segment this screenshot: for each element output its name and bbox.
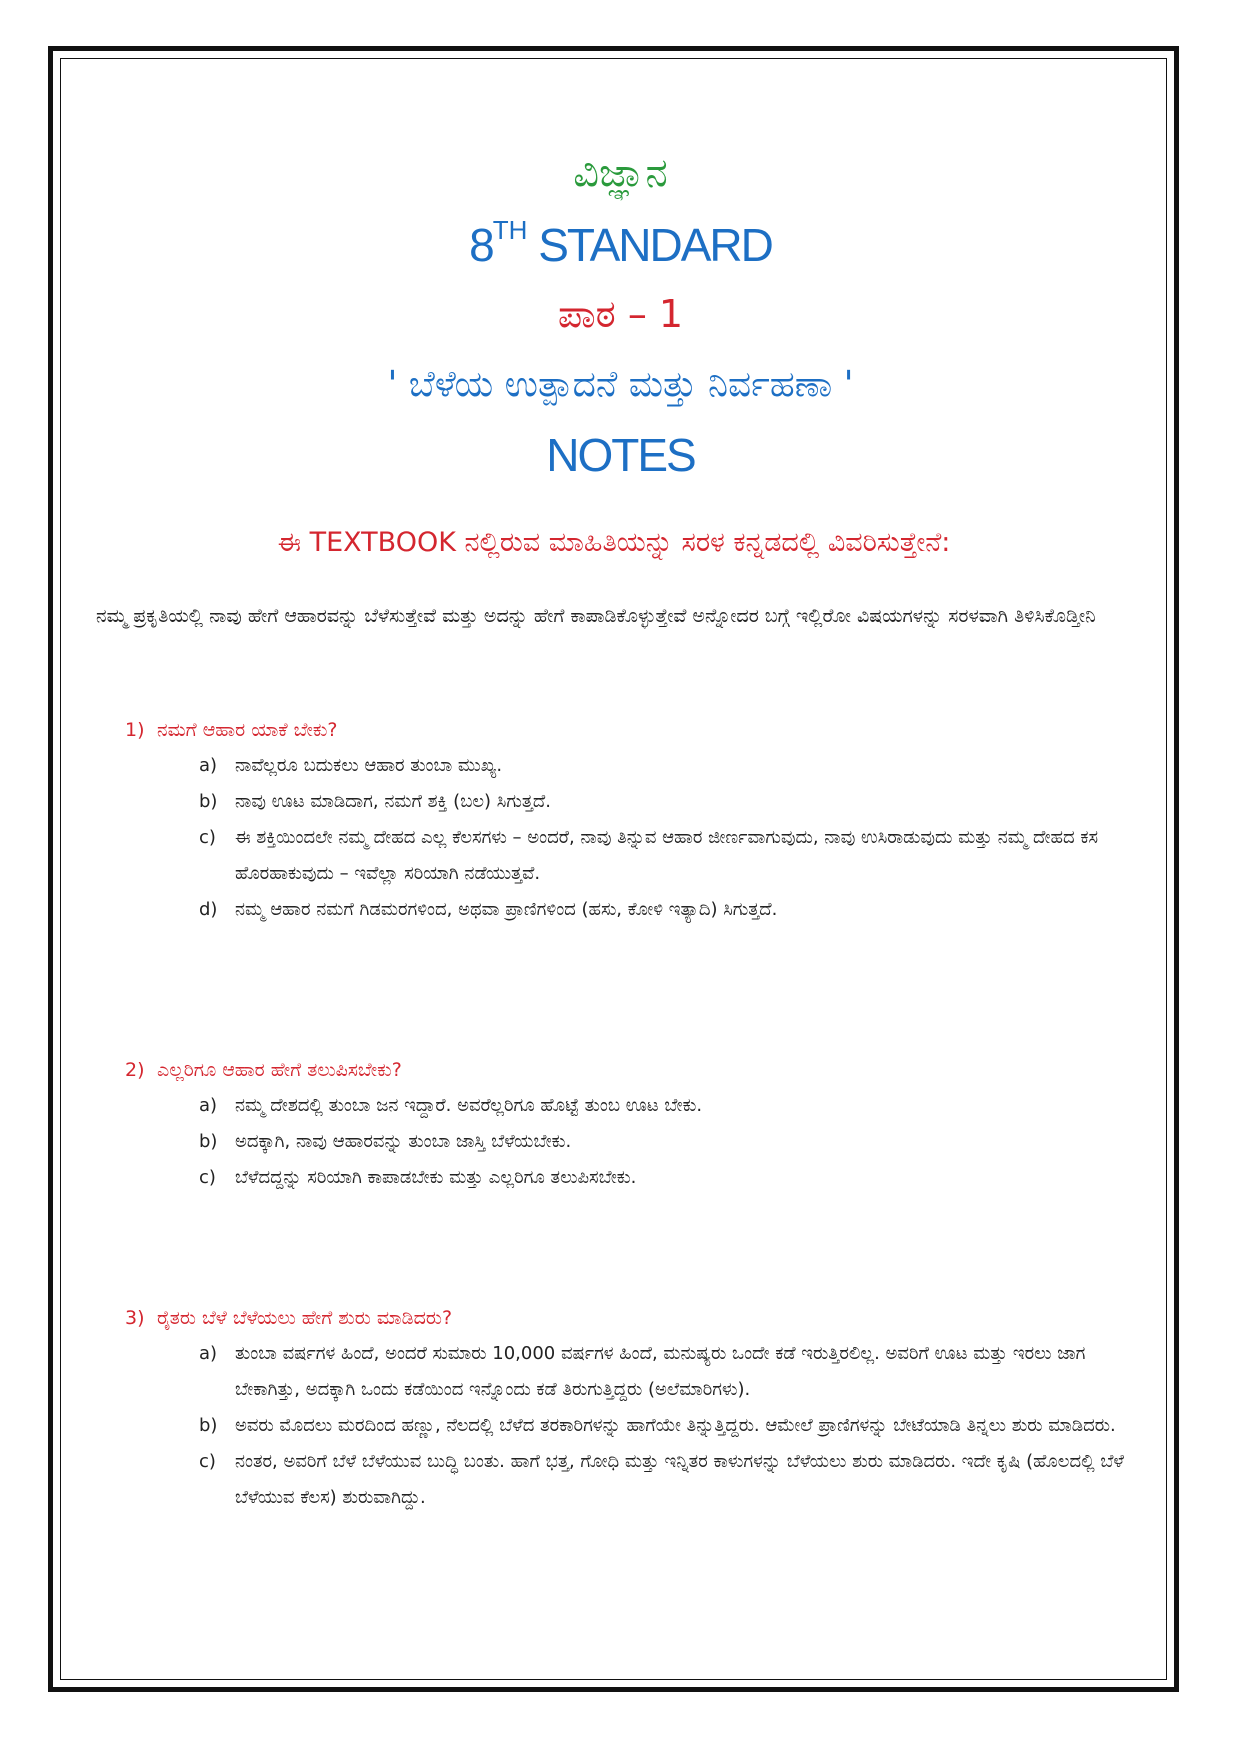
intro-paragraph: ನಮ್ಮ ಪ್ರಕೃತಿಯಲ್ಲಿ ನಾವು ಹೇಗೆ ಆಹಾರವನ್ನು ಬೆಳೆಸುತ್ತೇವೆ ಮತ್ತು ಅದನ್ನು ಹೇಗೆ ಕಾಪಾಡಿಕೊಳ್ಳುತ್ತೇವೆ ಅನ್ನೋದರ ಬಗ್ಗೆ ಇಲ್ಲಿರೋ ವಿಷಯಗಳನ್ನು ಸರಳವಾಗಿ ತಿಳಿಸಿಕೊಡ್ತೀನಿ — [96, 605, 1096, 627]
lesson-number: ಪಾಠ – 1 — [557, 292, 684, 336]
standard-number: 8 — [469, 219, 493, 271]
standard-suffix: TH — [492, 214, 528, 245]
list-item — [125, 1408, 1135, 1444]
item-text: ನಮ್ಮ ಆಹಾರ ನಮಗೆ ಗಿಡಮರಗಳಿಂದ, ಅಥವಾ ಪ್ರಾಣಿಗಳಿಂದ (ಹಸು, ಕೋಳಿ ಇತ್ಯಾದಿ) ಸಿಗುತ್ತದೆ. — [235, 899, 778, 920]
item-label: c) — [199, 1451, 216, 1472]
item-label: a) — [199, 755, 218, 776]
item-label: b) — [199, 791, 218, 812]
section-3 — [125, 1300, 1135, 1516]
notes-label: NOTES — [546, 429, 695, 481]
list-item — [125, 784, 1135, 820]
item-label: c) — [199, 1167, 216, 1188]
question-number: 1) — [125, 719, 145, 741]
item-text: ಬೆಳೆದದ್ದನ್ನು ಸರಿಯಾಗಿ ಕಾಪಾಡಬೇಕು ಮತ್ತು ಎಲ್ಲರಿಗೂ ತಲುಪಿಸಬೇಕು. — [235, 1167, 637, 1188]
question-number: 3) — [125, 1307, 145, 1329]
question-text: ನಮಗೆ ಆಹಾರ ಯಾಕೆ ಬೇಕು? — [157, 719, 338, 741]
section-2 — [125, 1052, 1135, 1196]
section-1 — [125, 712, 1135, 928]
list-item — [125, 1124, 1135, 1160]
item-text: ನಂತರ, ಅವರಿಗೆ ಬೆಳೆ ಬೆಳೆಯುವ ಬುದ್ಧಿ ಬಂತು. ಹಾಗೆ ಭತ್ತ, ಗೋಧಿ ಮತ್ತು ಇನ್ನಿತರ ಕಾಳುಗಳನ್ನು ಬೆಳೆಯಲು ಶುರು ಮಾಡಿದರು. ಇದೇ ಕೃಷಿ (ಹೊಲದಲ್ಲಿ ಬೆಳೆ ಬೆಳೆಯುವ ಕೆಲಸ) ಶುರುವಾಗಿದ್ದು. — [235, 1451, 1124, 1508]
subject-title: ವಿಜ್ಞಾನ — [573, 150, 668, 196]
item-label: b) — [199, 1415, 218, 1436]
list-item — [125, 748, 1135, 784]
answer-list — [125, 748, 1135, 928]
item-label: d) — [199, 899, 218, 920]
answer-list — [125, 1088, 1135, 1196]
list-item — [125, 1088, 1135, 1124]
item-label: b) — [199, 1131, 218, 1152]
item-label: a) — [199, 1095, 218, 1116]
question-1 — [125, 712, 1135, 748]
chapter-title: ' ಬೆಳೆಯ ಉತ್ಪಾದನೆ ಮತ್ತು ನಿರ್ವಹಣಾ ' — [387, 364, 854, 405]
item-text: ಅವರು ಮೊದಲು ಮರದಿಂದ ಹಣ್ಣು, ನೆಲದಲ್ಲಿ ಬೆಳೆದ ತರಕಾರಿಗಳನ್ನು ಹಾಗೆಯೇ ತಿನ್ನುತ್ತಿದ್ದರು. ಆಮೇಲೆ ಪ್ರಾಣಿಗಳನ್ನು ಬೇಟೆಯಾಡಿ ತಿನ್ನಲು ಶುರು ಮಾಡಿದರು. — [235, 1415, 1116, 1436]
question-2 — [125, 1052, 1135, 1088]
item-text: ನಾವು ಊಟ ಮಾಡಿದಾಗ, ನಮಗೆ ಶಕ್ತಿ (ಬಲ) ಸಿಗುತ್ತದೆ. — [235, 791, 551, 812]
standard-title — [0, 214, 1241, 272]
item-label: a) — [199, 1343, 218, 1364]
item-text: ನಮ್ಮ ದೇಶದಲ್ಲಿ ತುಂಬಾ ಜನ ಇದ್ದಾರೆ. ಅವರೆಲ್ಲರಿಗೂ ಹೊಟ್ಟೆ ತುಂಬ ಊಟ ಬೇಕು. — [235, 1095, 703, 1116]
item-text: ನಾವೆಲ್ಲರೂ ಬದುಕಲು ಆಹಾರ ತುಂಬಾ ಮುಖ್ಯ. — [235, 755, 503, 776]
question-text: ರೈತರು ಬೆಳೆ ಬೆಳೆಯಲು ಹೇಗೆ ಶುರು ಮಾಡಿದರು? — [157, 1307, 453, 1329]
item-label: c) — [199, 827, 216, 848]
item-text: ಅದಕ್ಕಾಗಿ, ನಾವು ಆಹಾರವನ್ನು ತುಂಬಾ ಜಾಸ್ತಿ ಬೆಳೆಯಬೇಕು. — [235, 1131, 572, 1152]
item-text: ಈ ಶಕ್ತಿಯಿಂದಲೇ ನಮ್ಮ ದೇಹದ ಎಲ್ಲ ಕೆಲಸಗಳು – ಅಂದರೆ, ನಾವು ತಿನ್ನುವ ಆಹಾರ ಜೀರ್ಣವಾಗುವುದು, ನಾವು ಉಸಿರಾಡುವುದು ಮತ್ತು ನಮ್ಮ ದೇಹದ ಕಸ ಹೊರಹಾಕುವುದು – ಇವೆಲ್ಲಾ ಸರಿಯಾಗಿ ನಡೆಯುತ್ತವೆ. — [235, 827, 1099, 884]
list-item — [125, 1160, 1135, 1196]
question-text: ಎಲ್ಲರಿಗೂ ಆಹಾರ ಹೇಗೆ ತಲುಪಿಸಬೇಕು? — [157, 1059, 402, 1081]
list-item — [125, 1444, 1135, 1516]
item-text: ತುಂಬಾ ವರ್ಷಗಳ ಹಿಂದೆ, ಅಂದರೆ ಸುಮಾರು 10,000 ವರ್ಷಗಳ ಹಿಂದೆ, ಮನುಷ್ಯರು ಒಂದೇ ಕಡೆ ಇರುತ್ತಿರಲಿಲ್ಲ. ಅವರಿಗೆ ಊಟ ಮತ್ತು ಇರಲು ಜಾಗ ಬೇಕಾಗಿತ್ತು, ಅದಕ್ಕಾಗಿ ಒಂದು ಕಡೆಯಿಂದ ಇನ್ನೊಂದು ಕಡೆ ತಿರುಗುತ್ತಿದ್ದರು (ಅಲೆಮಾರಿಗಳು). — [235, 1343, 1086, 1400]
standard-word: STANDARD — [527, 219, 772, 271]
list-item — [125, 820, 1135, 892]
intro-heading: ಈ TEXTBOOK ನಲ್ಲಿರುವ ಮಾಹಿತಿಯನ್ನು ಸರಳ ಕನ್ನಡದಲ್ಲಿ ವಿವರಿಸುತ್ತೇನೆ: — [277, 527, 951, 558]
question-number: 2) — [125, 1059, 145, 1081]
list-item — [125, 892, 1135, 928]
answer-list — [125, 1336, 1135, 1516]
list-item — [125, 1336, 1135, 1408]
question-3 — [125, 1300, 1135, 1336]
